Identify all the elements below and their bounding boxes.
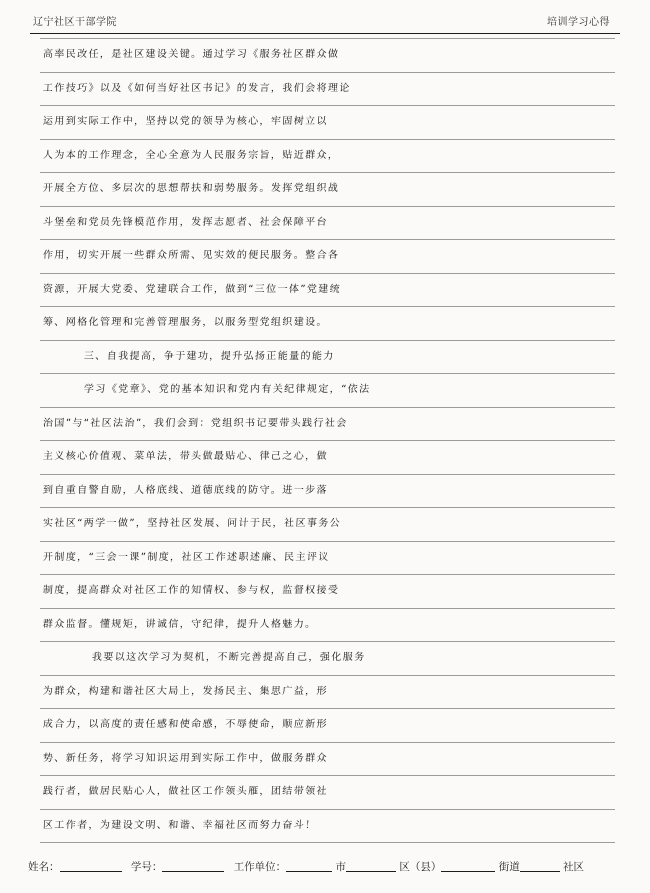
handwritten-line: 势、新任务，将学习知识运用到实际工作中，做服务群众 bbox=[42, 752, 329, 764]
section-heading: 三、自我提高，争于建功，提升弘扬正能量的能力 bbox=[83, 350, 335, 362]
city-field[interactable] bbox=[286, 860, 332, 872]
ruled-line bbox=[40, 73, 615, 107]
ruled-line bbox=[40, 508, 615, 542]
ruled-line bbox=[40, 274, 615, 308]
handwritten-line: 运用到实际工作中，坚持以党的领导为核心，牢固树立以 bbox=[42, 116, 329, 127]
form-footer bbox=[28, 859, 628, 874]
handwritten-line: 高率民改任，是社区建设关键。通过学习《服务社区群众做 bbox=[42, 49, 340, 60]
ruled-line bbox=[40, 709, 615, 743]
handwritten-line: 到自重自警自励，人格底线、道德底线的防守。进一步落 bbox=[42, 484, 329, 496]
ruled-line bbox=[40, 609, 615, 643]
ruled-line bbox=[40, 106, 615, 140]
student-id-field[interactable] bbox=[162, 860, 224, 872]
handwritten-line: 为群众，构建和谐社区大局上，发扬民主、集思广益，形 bbox=[42, 685, 329, 697]
handwritten-line: 资源，开展大党委、党建联合工作，做到“三位一体”党建统 bbox=[42, 283, 342, 295]
ruled-line bbox=[40, 39, 615, 73]
handwritten-line: 主义核心价值观、菜单法，带头做最贴心、律己之心，做 bbox=[42, 451, 329, 462]
document-type: 培训学习心得 bbox=[547, 17, 610, 28]
ruled-line bbox=[40, 441, 615, 475]
name-label: 姓名： bbox=[28, 861, 60, 873]
handwritten-line: 实社区“两学一做”，坚持社区发展、问计于民，社区事务公 bbox=[42, 518, 342, 529]
ruled-line bbox=[40, 542, 615, 576]
ruled-line bbox=[40, 307, 615, 341]
ruled-line bbox=[40, 207, 615, 241]
ruled-line bbox=[40, 810, 615, 844]
ruled-line bbox=[40, 575, 615, 609]
handwritten-line: 筹、网格化管理和完善管理服务，以服务型党组织建设。 bbox=[42, 317, 329, 328]
institution-name: 辽宁社区干部学院 bbox=[33, 17, 117, 28]
handwritten-line: 制度，提高群众对社区工作的知情权、参与权，监督权接受 bbox=[42, 585, 340, 596]
handwritten-line: 区工作者，为建设文明、和谐、幸福社区而努力奋斗！ bbox=[42, 819, 317, 831]
street-field[interactable] bbox=[441, 860, 495, 872]
header-rule bbox=[30, 33, 620, 34]
ruled-line bbox=[40, 240, 615, 274]
district-field[interactable] bbox=[346, 860, 396, 872]
name-field[interactable] bbox=[60, 860, 122, 872]
handwritten-line: 践行者，做居民贴心人，做社区工作领头雁，团结带领社 bbox=[42, 786, 329, 797]
handwritten-line: 群众监督。懂规矩，讲诚信，守纪律，提升人格魅力。 bbox=[42, 618, 317, 630]
district-label: 区（县） bbox=[399, 861, 442, 873]
ruled-line bbox=[40, 173, 615, 207]
handwritten-line: 工作技巧》以及《如何当好社区书记》的发言，我们会将理论 bbox=[42, 82, 351, 94]
handwritten-line: 学习《党章》、党的基本知识和党内有关纪律规定，“依法 bbox=[83, 384, 371, 395]
ruled-line bbox=[40, 676, 615, 710]
ruled-line bbox=[40, 374, 615, 408]
ruled-line bbox=[40, 642, 615, 676]
handwritten-line: 开展全方位、多层次的思想帮扶和弱势服务。发挥党组织战 bbox=[42, 183, 340, 194]
work-unit-label: 工作单位： bbox=[233, 861, 287, 873]
handwritten-line: 人为本的工作理念，全心全意为人民服务宗旨，贴近群众， bbox=[42, 149, 340, 161]
ruled-line bbox=[40, 408, 615, 442]
city-label: 市 bbox=[335, 861, 347, 873]
student-id-label: 学号： bbox=[130, 861, 163, 873]
ruled-writing-area bbox=[40, 38, 615, 843]
handwritten-line: 开制度，“三会一课”制度，社区工作述职述廉、民主评议 bbox=[42, 551, 330, 563]
handwritten-line: 成合力，以高度的责任感和使命感，不辱使命，顺应新形 bbox=[42, 719, 329, 730]
ruled-line bbox=[40, 776, 615, 810]
handwritten-line: 我要以这次学习为契机，不断完善提高自己，强化服务 bbox=[91, 652, 366, 663]
ruled-line bbox=[40, 743, 615, 777]
ruled-line bbox=[40, 140, 615, 174]
handwritten-line: 作用，切实开展一些群众所需、见实效的便民服务。整合各 bbox=[42, 250, 340, 261]
ruled-line bbox=[40, 475, 615, 509]
handwritten-line: 斗堡垒和党员先锋模范作用，发挥志愿者、社会保障平台 bbox=[42, 216, 329, 228]
community-label: 社区 bbox=[563, 861, 585, 873]
handwritten-line: 治国”与“社区法治”，我们会到：党组织书记要带头践行社会 bbox=[42, 417, 348, 429]
community-field[interactable] bbox=[520, 860, 560, 872]
ruled-line bbox=[40, 341, 615, 375]
street-label: 街道 bbox=[498, 861, 520, 873]
